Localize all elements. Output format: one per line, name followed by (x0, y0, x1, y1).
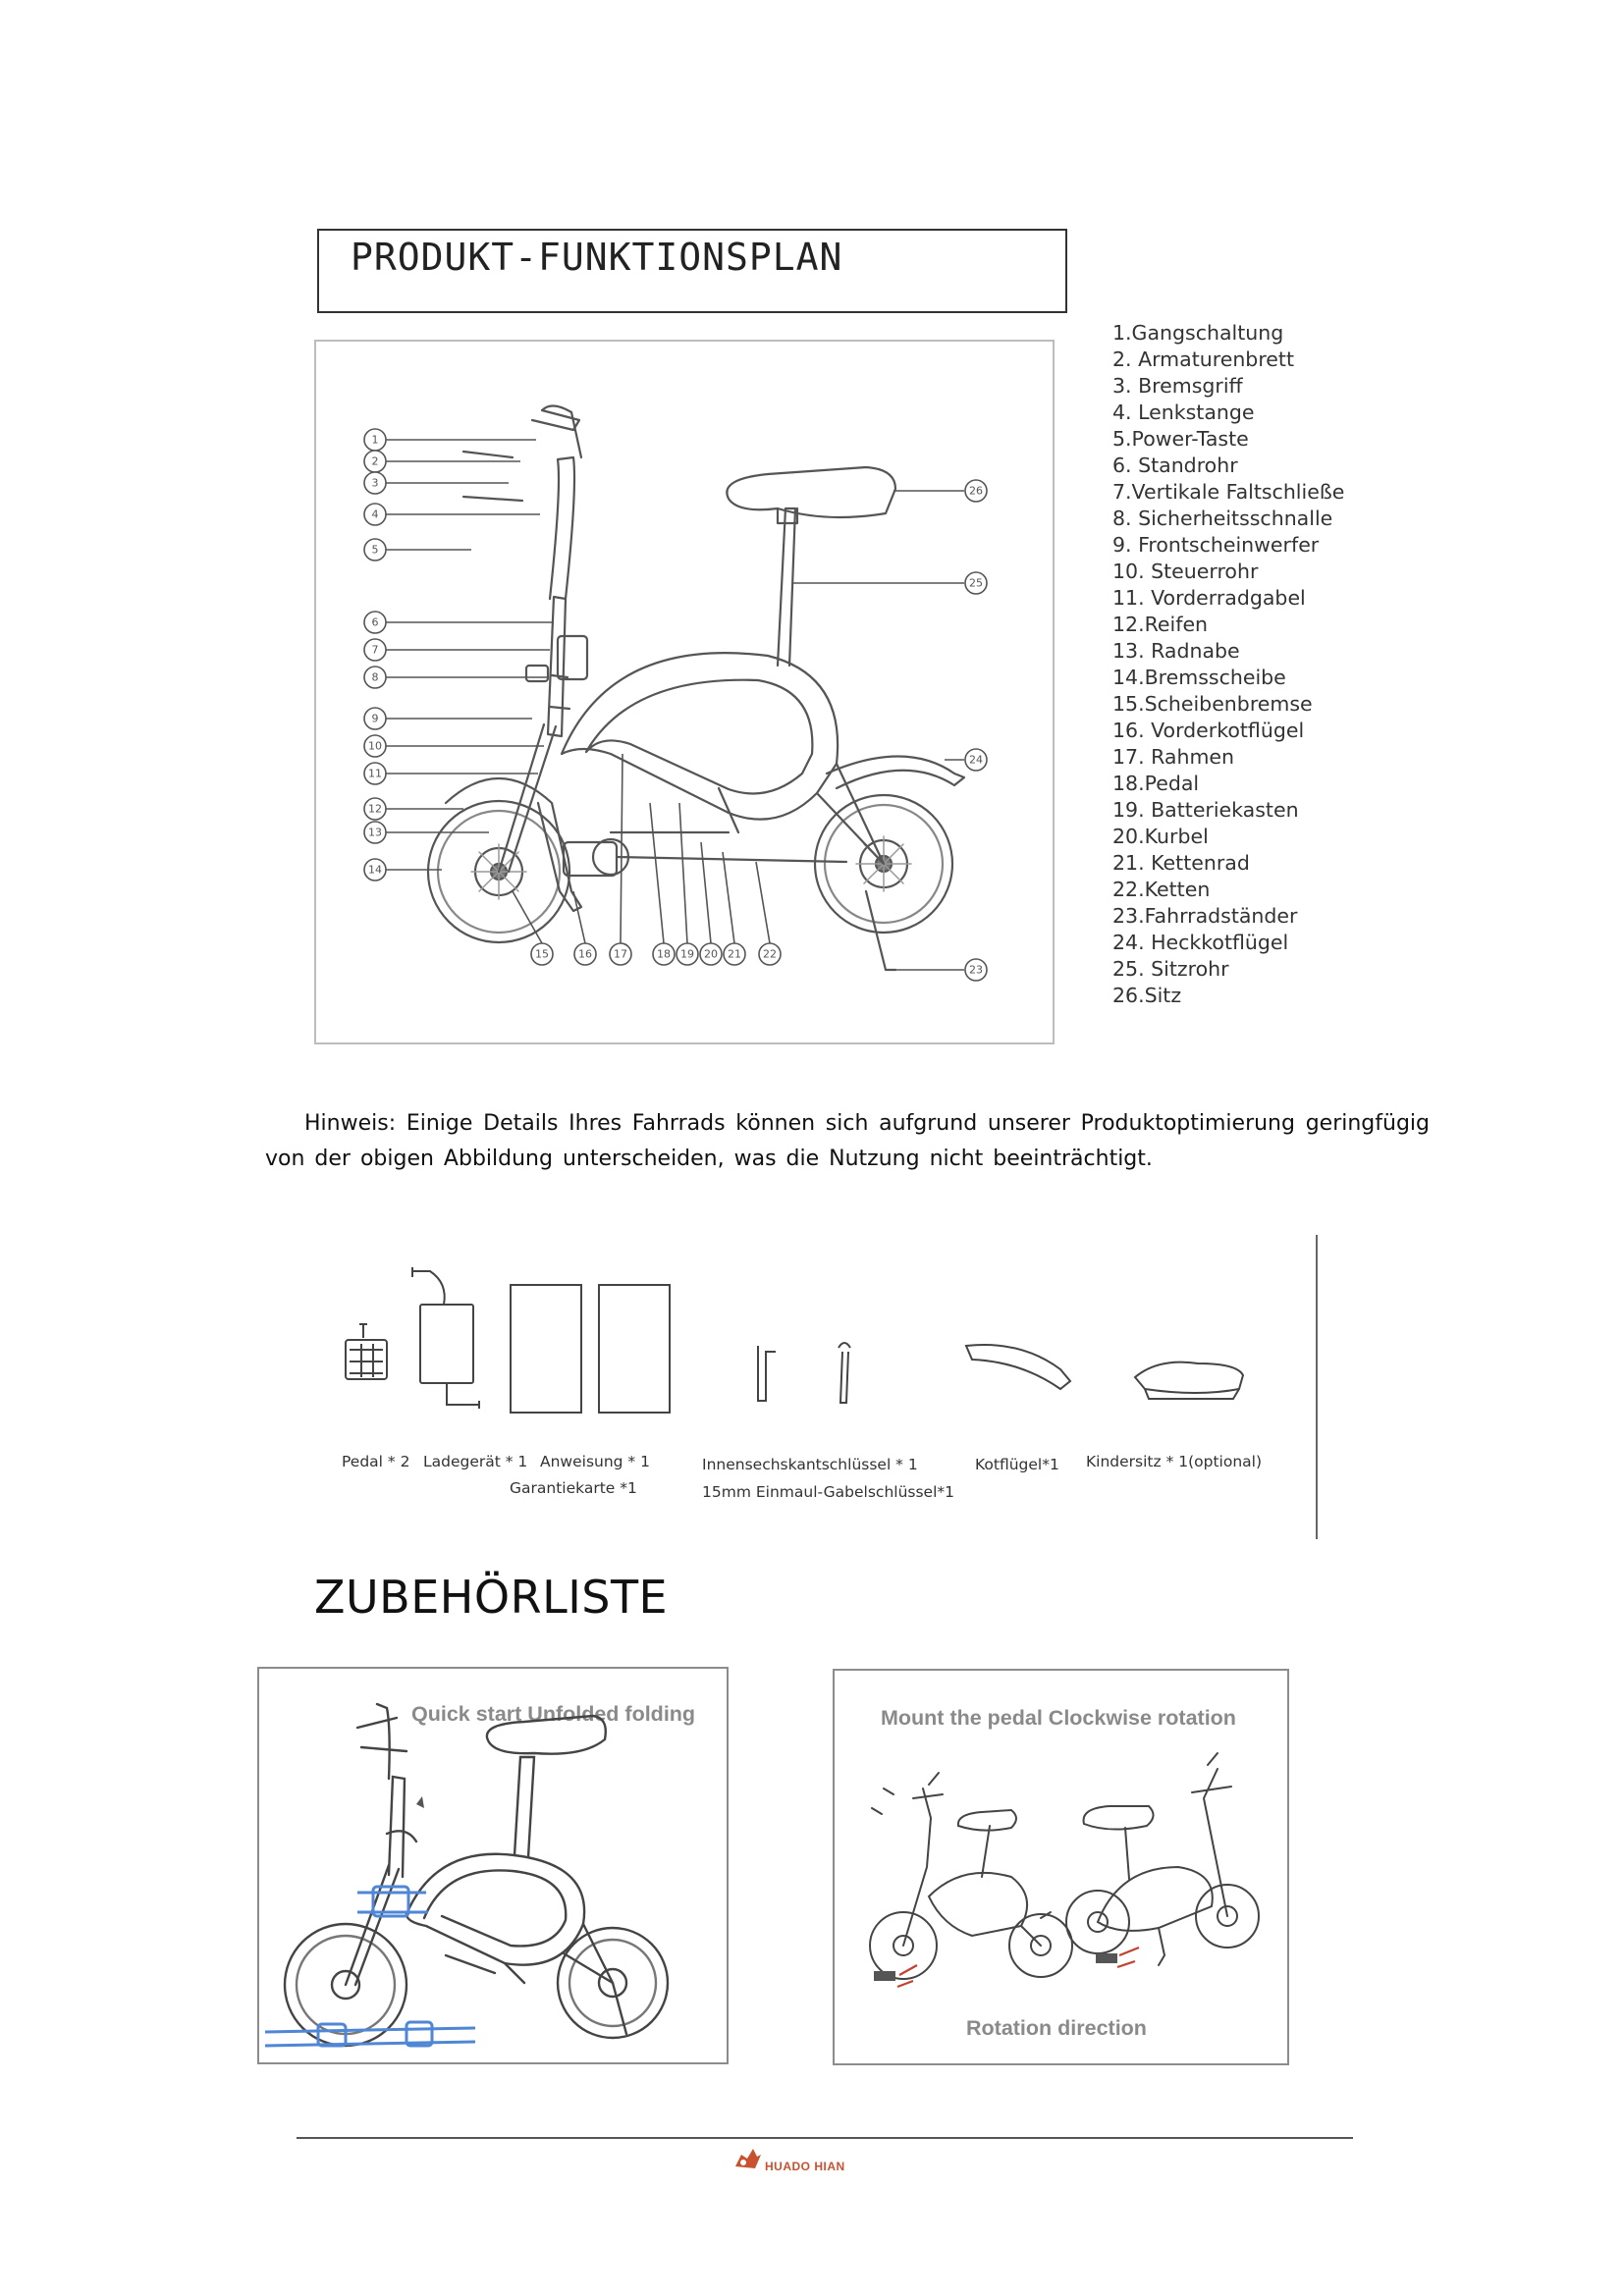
callout-7 (364, 639, 550, 661)
hex-key-icon (758, 1346, 776, 1401)
list-item: 20.Kurbel (1112, 825, 1209, 848)
callout-10 (364, 735, 544, 757)
callout-label: 13 (368, 826, 382, 839)
callout-label: 26 (969, 484, 983, 498)
list-item: 18.Pedal (1112, 772, 1200, 795)
accessories-panel (314, 1232, 1326, 1546)
callout-label: 7 (371, 643, 379, 657)
wrench-label: 15mm Einmaul-Gabelschlüssel*1 (702, 1483, 955, 1501)
callout-label: 22 (763, 947, 777, 961)
callout-label: 9 (371, 712, 379, 725)
callout-label: 2 (371, 454, 379, 468)
bike-diagram-drawing (316, 342, 1053, 1042)
callout-1 (364, 429, 536, 451)
list-item: 14.Bremsscheibe (1112, 666, 1286, 689)
callout-3 (364, 472, 509, 494)
callout-label: 12 (368, 802, 382, 816)
charger-icon (412, 1267, 479, 1409)
list-item: 2. Armaturenbrett (1112, 347, 1294, 371)
list-item: 10. Steuerrohr (1112, 560, 1259, 583)
callout-label: 3 (371, 476, 379, 490)
callout-label: 8 (371, 670, 379, 684)
footer-brand: HUADO HIAN (765, 2160, 845, 2173)
list-item: 16. Vorderkotflügel (1112, 719, 1305, 742)
pedal-icon (346, 1324, 387, 1379)
warranty-card-icon (599, 1285, 670, 1413)
folding-bike-drawing (259, 1669, 727, 2062)
child-seat-label: Kindersitz * 1(optional) (1086, 1453, 1263, 1470)
quick-start-photo (257, 1667, 729, 2064)
callout-label: 11 (368, 767, 382, 780)
wrench-icon (839, 1343, 850, 1403)
callout-label: 4 (371, 507, 379, 521)
list-item: 7.Vertikale Faltschließe (1112, 480, 1345, 504)
callout-label: 24 (969, 753, 983, 767)
list-item: 17. Rahmen (1112, 745, 1235, 769)
parts-list (1112, 320, 1344, 1009)
callout-label: 1 (371, 433, 379, 447)
callout-label: 17 (614, 947, 627, 961)
list-item: 21. Kettenrad (1112, 851, 1250, 875)
callout-label: 23 (969, 963, 983, 977)
photo-caption: Mount the pedal Clockwise rotation (881, 1706, 1236, 1730)
accessories-drawing (314, 1232, 1316, 1468)
list-item: 26.Sitz (1112, 984, 1182, 1007)
callout-9 (364, 708, 532, 729)
manual-label: Anweisung * 1 (540, 1453, 650, 1470)
callout-label: 14 (368, 863, 382, 877)
callout-6 (364, 612, 554, 633)
divider (1316, 1235, 1318, 1539)
callout-2 (364, 451, 520, 472)
mount-pedal-photo (833, 1669, 1289, 2065)
list-item: 1.Gangschaltung (1112, 321, 1284, 345)
photo-caption: Quick start Unfolded folding (411, 1702, 696, 1726)
callout-5 (364, 539, 471, 561)
child-seat-icon (1135, 1362, 1243, 1399)
fender-icon (966, 1345, 1070, 1389)
callout-label: 18 (657, 947, 671, 961)
list-item: 6. Standrohr (1112, 454, 1238, 477)
list-item: 11. Vorderradgabel (1112, 586, 1306, 610)
brand-logo-icon (731, 2145, 763, 2172)
callout-label: 10 (368, 739, 382, 753)
warranty-label: Garantiekarte *1 (510, 1479, 637, 1497)
list-item: 8. Sicherheitsschnalle (1112, 507, 1333, 530)
photo-caption: Rotation direction (966, 2016, 1147, 2040)
manual-icon (511, 1285, 581, 1413)
callout-19 (677, 803, 698, 965)
callout-label: 15 (535, 947, 549, 961)
footer-rule (297, 2137, 1353, 2139)
list-item: 22.Ketten (1112, 878, 1211, 901)
list-item: 13. Radnabe (1112, 639, 1240, 663)
section-heading: ZUBEHÖRLISTE (314, 1571, 669, 1624)
callout-4 (364, 504, 540, 525)
fender-label: Kotflügel*1 (975, 1456, 1059, 1473)
list-item: 19. Batteriekasten (1112, 798, 1299, 822)
callout-label: 19 (680, 947, 694, 961)
callout-18 (650, 803, 675, 965)
callout-label: 25 (969, 576, 983, 590)
callout-20 (700, 842, 722, 965)
list-item: 24. Heckkotflügel (1112, 931, 1289, 954)
callout-8 (364, 667, 548, 688)
list-item: 9. Frontscheinwerfer (1112, 533, 1320, 557)
list-item: 4. Lenkstange (1112, 400, 1255, 424)
callout-label: 16 (578, 947, 592, 961)
pedal-mount-drawing (835, 1671, 1287, 2063)
list-item: 15.Scheibenbremse (1112, 692, 1313, 716)
list-item: 12.Reifen (1112, 613, 1209, 636)
list-item: 5.Power-Taste (1112, 427, 1249, 451)
list-item: 23.Fahrradständer (1112, 904, 1298, 928)
page-title: PRODUKT-FUNKTIONSPLAN (351, 236, 843, 279)
hex-key-label: Innensechskantschlüssel * 1 (702, 1456, 918, 1473)
bike-diagram (314, 340, 1055, 1044)
callout-25 (793, 572, 987, 594)
callout-label: 5 (371, 543, 379, 557)
callout-label: 21 (728, 947, 741, 961)
list-item: 25. Sitzrohr (1112, 957, 1229, 981)
note-paragraph: Hinweis: Einige Details Ihres Fahrrads können sich aufgrund unserer Produktoptimierung geringfügig von der obigen Abbildung unterscheiden, was die Nutzung nicht beeinträchtigt. (265, 1111, 1430, 1171)
callout-label: 6 (371, 615, 379, 629)
callout-13 (364, 822, 489, 843)
callout-label: 20 (704, 947, 718, 961)
charger-label: Ladegerät * 1 (423, 1453, 528, 1470)
list-item: 3. Bremsgriff (1112, 374, 1243, 398)
pedal-label: Pedal * 2 (342, 1453, 410, 1470)
